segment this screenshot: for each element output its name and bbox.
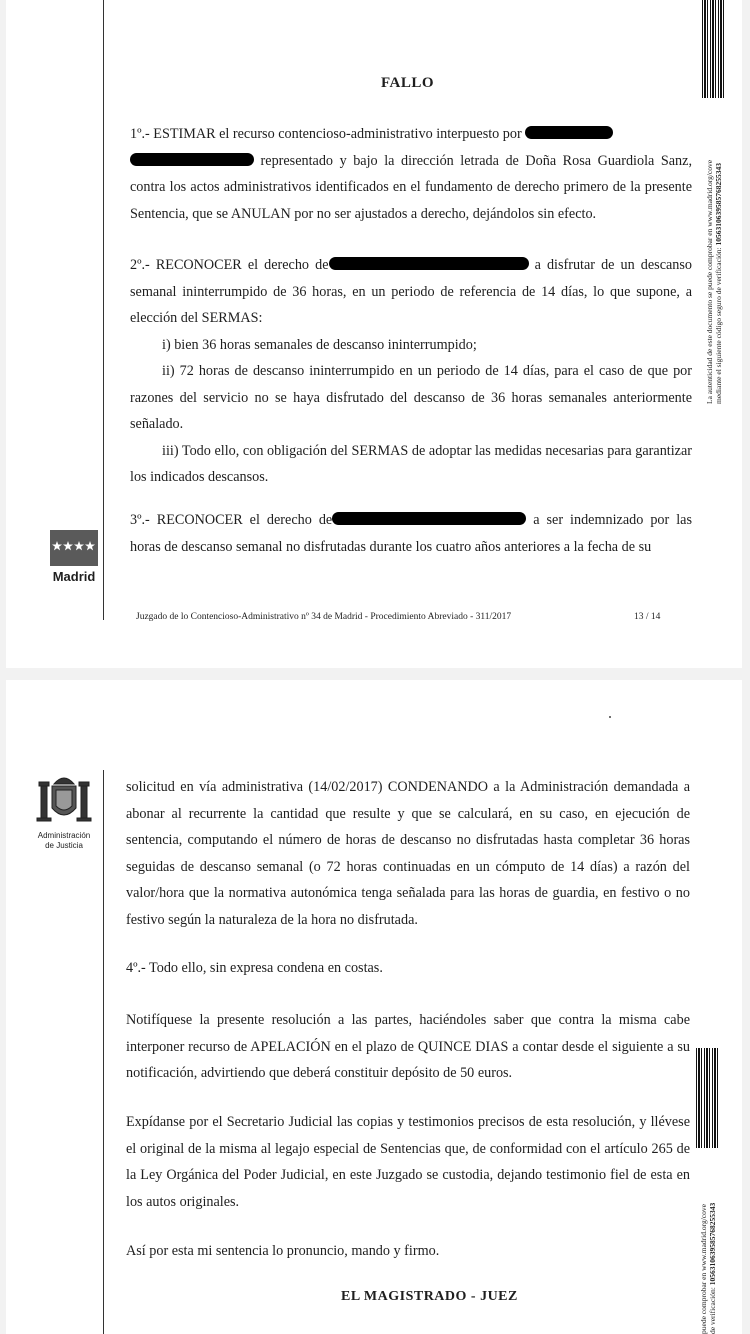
margin-line: [103, 770, 104, 1334]
verification-barcode: [696, 1048, 720, 1148]
paragraph-1-estimar: 1º.- ESTIMAR el recurso contencioso-administrativo interpuesto por representado y bajo la dirección letrada de Doña Rosa Guardiola Sanz, contra los actos administrativos identificados en el fundamento de derecho primero de la presente Sentencia, que se ANULAN por no ser ajustados a derecho, dejándolos sin efecto.: [130, 126, 692, 222]
logo-line-1: Administración: [37, 831, 91, 840]
list-item-iii: iii) Todo ello, con obligación del SERMAS de adoptar las medidas necesarias para garantizar los indicados descansos.: [130, 442, 692, 485]
stars-flag-icon: [50, 530, 98, 566]
paragraph-condenando: solicitud en vía administrativa (14/02/2017) CONDENANDO a la Administración demandada a abonar al recurrente la cantidad que resulte y que se calculará, en su caso, en ejecución de sentencia, computando el número de horas de descanso no disfrutadas hasta completar 36 horas seguidas de descanso semanal (o 72 horas continuadas en un cómputo de 14 días) a razón del valor/hora que la normativa autonómica tenga señalada para las horas de guardia, en festivo o no festivo según la naturaleza de la hora no disfrutada.: [126, 779, 690, 928]
document-page-14: [6, 680, 742, 1334]
list-item-ii: ii) 72 horas de descanso ininterrumpido en un periodo de 14 días, para el caso de que por razones del servicio no se haya disfrutado del descanso de 36 horas semanales anteriormente señalado.: [130, 363, 692, 432]
document-page-13: [6, 0, 742, 668]
verification-code: 1056310639585768255343: [708, 1202, 717, 1286]
administracion-justicia-logo: [34, 772, 94, 851]
verification-side-text: La autenticidad de este documento se puede comprobar en www.madrid.org/cove mediante el siguiente código seguro de verificación: 1056310639585768255343: [705, 159, 723, 404]
redacted-name: [332, 512, 526, 525]
redacted-name: [525, 126, 613, 139]
paragraph-closing: Así por esta mi sentencia lo pronuncio, mando y firmo.: [126, 1243, 440, 1259]
signature-line: EL MAGISTRADO - JUEZ: [341, 1289, 518, 1304]
footer-court-info: Juzgado de lo Contencioso-Administrativo nº 34 de Madrid - Procedimiento Abreviado - 311/2017: [136, 612, 512, 622]
madrid-logo-text: Madrid: [52, 569, 96, 584]
paragraph-expidanse: Expídanse por el Secretario Judicial las copias y testimonios precisos de esta resolución, y llévese el original de la misma al legajo especial de Sentencias que, de conformidad con el artículo 265 de la Ley Orgánica del Poder Judicial, en este Juzgado se custodia, dejando testimonio fiel de esta en los autos originales.: [126, 1114, 690, 1210]
paragraph-2-reconocer: 2º.- RECONOCER el derecho de a disfrutar de un descanso semanal ininterrumpido de 36 horas, en un periodo de referencia de 14 días, lo que supone, a elección del SERMAS: i) bien 36 horas semanales de descanso ininterrumpido; ii) 72 horas de descanso ininterrumpido en un periodo de 14 días, para el caso de que por razones del servicio no se haya disfrutado del descanso de 36 horas semanales anteriormente señalado. iii) Todo ello, con obligación del SERMAS de adoptar las medidas necesarias para garantizar los indicados descansos.: [130, 252, 692, 491]
verification-barcode: [702, 0, 726, 98]
logo-line-2: de Justicia: [45, 841, 83, 850]
paragraph-notifiquese: Notifíquese la presente resolución a las partes, haciéndoles saber que contra la misma cabe interponer recurso de APELACIÓN en el plazo de QUINCE DIAS a contar desde el siguiente a su notificación, advirtiendo que deberá constituir depósito de 50 euros.: [126, 1012, 690, 1081]
coat-of-arms-icon: [34, 772, 94, 826]
paragraph-3-reconocer: 3º.- RECONOCER el derecho de a ser indemnizado por las horas de descanso semanal no disfrutadas durante los cuatro años anteriores a la fecha de su: [130, 512, 693, 555]
verification-code: 1056310639585768255343: [714, 163, 723, 246]
list-item-i: i) bien 36 horas semanales de descanso ininterrumpido;: [162, 336, 477, 353]
page-number: 13 / 14: [634, 612, 661, 622]
speck: [609, 716, 611, 718]
verification-side-text: puede comprobar en www.madrid.org/cove de verificación: 1056310639585768255343: [699, 1202, 717, 1334]
comunidad-madrid-logo: [50, 530, 98, 584]
margin-line: [103, 0, 104, 620]
stars-icon: [52, 540, 96, 556]
redacted-name: [329, 257, 529, 270]
paragraph-4-costas: 4º.- Todo ello, sin expresa condena en costas.: [126, 960, 383, 976]
redacted-name: [130, 153, 254, 166]
fallo-title: FALLO: [381, 75, 435, 91]
